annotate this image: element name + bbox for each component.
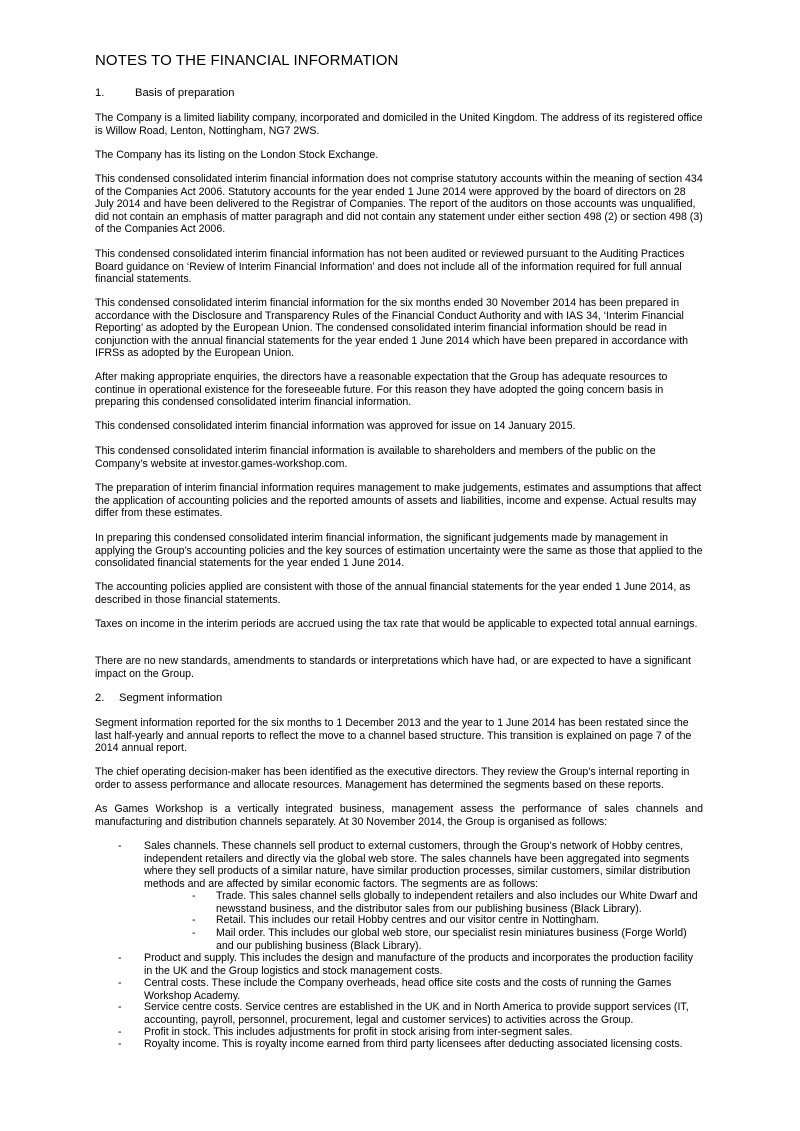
paragraph: This condensed consolidated interim financial information does not comprise statutory accounts within the meaning of section 434 of the Companies Act 2006. Statutory accounts for the year ended 1 June 2014 were approved by the board of directors on 28 July 2014 and have been delivered to the Registrar of Companies. The report of the auditors on those accounts was unqualified, did not contain an emphasis of matter paragraph and did not contain any statement under either section 498 (2) or section 498 (3) of the Companies Act 2006. bbox=[95, 173, 703, 236]
paragraph: The Company has its listing on the London Stock Exchange. bbox=[95, 149, 379, 161]
section-title: Segment information bbox=[119, 692, 223, 704]
paragraph: This condensed consolidated interim financial information was approved for issue on 14 January 2015. bbox=[95, 420, 576, 432]
bullet-dash: - bbox=[192, 890, 196, 902]
bullet-text: Service centre costs. Service centres are established in the UK and in North America to provide support services (IT, accounting, payroll, personnel, procurement, legal and customer services) to activities across the Group. bbox=[144, 1001, 689, 1026]
bullet-dash: - bbox=[192, 914, 196, 926]
paragraph: This condensed consolidated interim financial information is available to shareholders and members of the public on the Company’s website at investor.games-workshop.com. bbox=[95, 445, 656, 470]
bullet-text: Central costs. These include the Company overheads, head office site costs and the costs of running the Games Workshop Academy. bbox=[144, 977, 672, 1002]
section-heading-2 bbox=[95, 692, 222, 705]
bullet-dash: - bbox=[118, 952, 122, 964]
paragraph: As Games Workshop is a vertically integrated business, management assess the performance of sales channels and manufacturing and distribution channels separately. At 30 November 2014, the Group is organised as follows: bbox=[95, 803, 703, 828]
bullet-text: Retail. This includes our retail Hobby centres and our visitor centre in Nottingham. bbox=[216, 914, 600, 926]
paragraph: This condensed consolidated interim financial information for the six months ended 30 November 2014 has been prepared in accordance with the Disclosure and Transparency Rules of the Financial Conduct Authority and with IAS 34, ‘Interim Financial Reporting’ as adopted by the European Union. The condensed consolidated interim financial information should be read in conjunction with the annual financial statements for the year ended 1 June 2014 which have been prepared in accordance with IFRSs as adopted by the European Union. bbox=[95, 297, 689, 360]
bullet-dash: - bbox=[118, 1001, 122, 1013]
section-heading-1 bbox=[95, 87, 235, 100]
section-title: Basis of preparation bbox=[135, 87, 235, 99]
section-number: 2. bbox=[95, 692, 105, 704]
paragraph: The preparation of interim financial information requires management to make judgements, estimates and assumptions that affect the application of accounting policies and the reported amounts of assets and liabilities, income and expense. Actual results may differ from these estimates. bbox=[95, 482, 702, 520]
bullet-text: Sales channels. These channels sell product to external customers, through the Group’s network of Hobby centres, independent retailers and directly via the global web store. The sales channels have been aggregated into segments where they sell products of a similar nature, have similar production processes, similar customers, similar distribution methods and are affected by similar economic factors. The segments are as follows: bbox=[144, 840, 691, 890]
paragraph: This condensed consolidated interim financial information has not been audited or reviewed pursuant to the Auditing Practices Board guidance on ‘Review of Interim Financial Information’ and does not include all of the information required for full annual financial statements. bbox=[95, 248, 685, 286]
bullet-text: Profit in stock. This includes adjustments for profit in stock arising from inter-segment sales. bbox=[144, 1026, 573, 1038]
bullet-text: Product and supply. This includes the design and manufacture of the products and incorporates the production facility in the UK and the Group logistics and stock management costs. bbox=[144, 952, 694, 977]
bullet-dash: - bbox=[118, 1026, 122, 1038]
bullet-text: Royalty income. This is royalty income earned from third party licensees after deducting associated licensing costs. bbox=[144, 1038, 683, 1050]
paragraph: The Company is a limited liability company, incorporated and domiciled in the United Kingdom. The address of its registered office is Willow Road, Lenton, Nottingham, NG7 2WS. bbox=[95, 112, 703, 137]
bullet-dash: - bbox=[192, 927, 196, 939]
section-number: 1. bbox=[95, 87, 105, 99]
paragraph: After making appropriate enquiries, the directors have a reasonable expectation that the Group has adequate resources to continue in operational existence for the foreseeable future. For this reason they have adopted the going concern basis in preparing this condensed consolidated interim financial information. bbox=[95, 371, 668, 409]
paragraph: The chief operating decision-maker has been identified as the executive directors. They review the Group’s internal reporting in order to assess performance and allocate resources. Management has determined the segments based on these reports. bbox=[95, 766, 690, 791]
paragraph: Taxes on income in the interim periods are accrued using the tax rate that would be applicable to expected total annual earnings. bbox=[95, 618, 698, 630]
page-title: NOTES TO THE FINANCIAL INFORMATION bbox=[95, 52, 399, 69]
bullet-text: Trade. This sales channel sells globally to independent retailers and also includes our White Dwarf and newsstand business, and the distributor sales from our publishing business (Black Library). bbox=[216, 890, 698, 915]
paragraph: Segment information reported for the six months to 1 December 2013 and the year to 1 June 2014 has been restated since the last half-yearly and annual reports to reflect the move to a channel based structure. This transition is explained on page 7 of the 2014 annual report. bbox=[95, 717, 692, 755]
bullet-dash: - bbox=[118, 840, 122, 852]
paragraph: The accounting policies applied are consistent with those of the annual financial statements for the year ended 1 June 2014, as described in those financial statements. bbox=[95, 581, 691, 606]
paragraph: There are no new standards, amendments to standards or interpretations which have had, or are expected to have a significant impact on the Group. bbox=[95, 655, 691, 680]
bullet-dash: - bbox=[118, 977, 122, 989]
bullet-text: Mail order. This includes our global web store, our specialist resin miniatures business (Forge World) and our publishing business (Black Library). bbox=[216, 927, 687, 952]
paragraph: In preparing this condensed consolidated interim financial information, the significant judgements made by management in applying the Group’s accounting policies and the key sources of estimation uncertainty were the same as those that applied to the consolidated financial statements for the year ended 1 June 2014. bbox=[95, 532, 703, 570]
bullet-dash: - bbox=[118, 1038, 122, 1050]
